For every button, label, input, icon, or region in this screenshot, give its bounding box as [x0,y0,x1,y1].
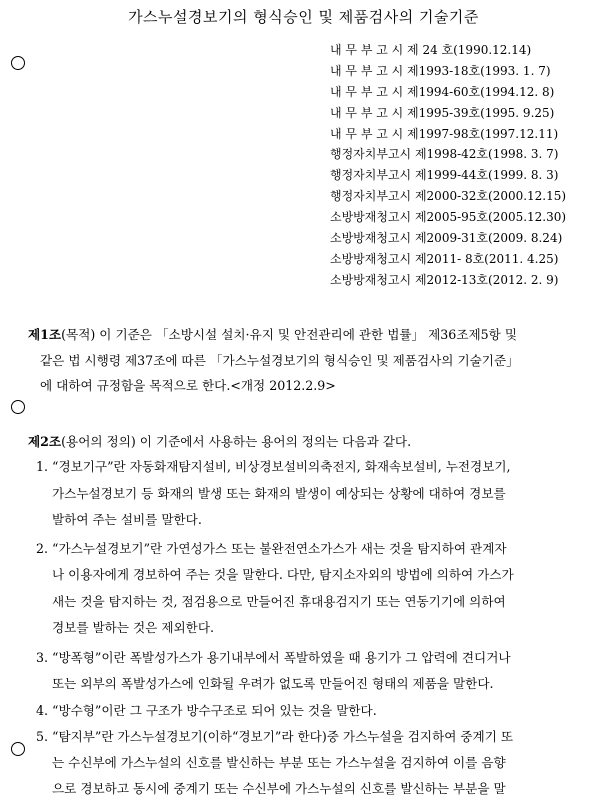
notice-list [330,40,600,291]
item-3-line: “방폭형”이란 폭발성가스가 용기내부에서 폭발하였을 때 용기가 그 압력에 견디거나 [52,650,511,665]
article-2-heading: (용어의 정의) 이 기준에서 사용하는 용어의 정의는 다음과 같다. [61,434,412,449]
item-2-line: 새는 것을 탐지하는 것, 점검용으로 만들어진 휴대용검지기 또는 연동기기에 의하여 [52,594,506,609]
article-2-intro [28,434,411,450]
item-2-line: “가스누설경보기”란 가연성가스 또는 불완전연소가스가 새는 것을 탐지하여 관계자 [52,541,507,556]
article-1-line-3: 에 대하여 규정함을 목적으로 한다.<개정 2012.2.9> [40,378,336,393]
article-1-line-1 [28,327,517,343]
notice-line: 행정자치부고시 제1999-44호(1999. 8. 3) [330,168,559,183]
article-2-label: 제2조 [28,434,62,449]
item-1-number: 1. [36,459,49,474]
notice-line: 내 무 부 고 시 제1993-18호(1993. 1. 7) [330,63,551,78]
notice-line: 내 무 부 고 시 제1995-39호(1995. 9.25) [330,105,555,120]
notice-line: 내 무 부 고 시 제1994-60호(1994.12. 8) [330,84,555,99]
item-1-line: 가스누설경보기 등 화재의 발생 또는 화재의 발생이 예상되는 상황에 대하여 경보를 [52,486,506,501]
item-1-line: “경보기구”란 자동화재탐지설비, 비상경보설비의축전지, 화재속보설비, 누전경보기, [52,459,511,474]
item-4-number: 4. [36,703,49,718]
document-title: 가스누설경보기의 형식승인 및 제품검사의 기술기준 [128,8,479,26]
notice-line: 소방방재청고시 제2012-13호(2012. 2. 9) [330,272,559,287]
item-1-line: 발하여 주는 설비를 말한다. [52,512,202,527]
article-1-label: 제1조 [28,327,62,342]
item-5-line: 는 수신부에 가스누설의 신호를 발신하는 부분 또는 가스누설을 검지하여 이를 음향 [52,755,506,770]
article-1-line-2: 같은 법 시행령 제37조에 따른 「가스누설경보기의 형식승인 및 제품검사의 기술기준」 [40,353,519,368]
notice-line: 소방방재청고시 제2009-31호(2009. 8.24) [330,231,563,246]
item-3-number: 3. [36,650,49,665]
notice-line: 내 무 부 고 시 제 24 호(1990.12.14) [330,43,532,57]
article-1-heading: (목적) 이 기준은 「소방시설 설치·유지 및 안전관리에 관한 법률」 제36조제5항 및 [61,327,517,342]
notice-line: 소방방재청고시 제2011- 8호(2011. 4.25) [330,251,559,266]
item-5-line: “탐지부”란 가스누설경보기(이하“경보기”라 한다)중 가스누설을 검지하여 중계기 또 [52,729,514,744]
item-5-line: 으로 경보하고 동시에 중계기 또는 수신부에 가스누설의 신호를 발신하는 부분을 말 [52,781,506,796]
item-2-line: 경보를 발하는 것은 제외한다. [52,620,214,635]
binder-hole-3 [11,742,25,756]
notice-line: 행정자치부고시 제2000-32호(2000.12.15) [330,189,567,204]
item-2-number: 2. [36,541,49,556]
item-2-line: 나 이용자에게 경보하여 주는 것을 말한다. 다만, 탐지소자외의 방법에 의하여 가스가 [52,567,514,582]
item-4-line: “방수형”이란 그 구조가 방수구조로 되어 있는 것을 말한다. [52,703,377,718]
binder-hole-1 [11,56,25,70]
item-3-line: 또는 외부의 폭발성가스에 인화될 우려가 없도록 만들어진 형태의 제품을 말한다. [52,676,494,691]
notice-line: 내 무 부 고 시 제1997-98호(1997.12.11) [330,126,559,141]
notice-line: 행정자치부고시 제1998-42호(1998. 3. 7) [330,147,559,162]
item-5-number: 5. [36,729,49,744]
binder-hole-2 [11,400,25,414]
notice-line: 소방방재청고시 제2005-95호(2005.12.30) [330,210,567,225]
